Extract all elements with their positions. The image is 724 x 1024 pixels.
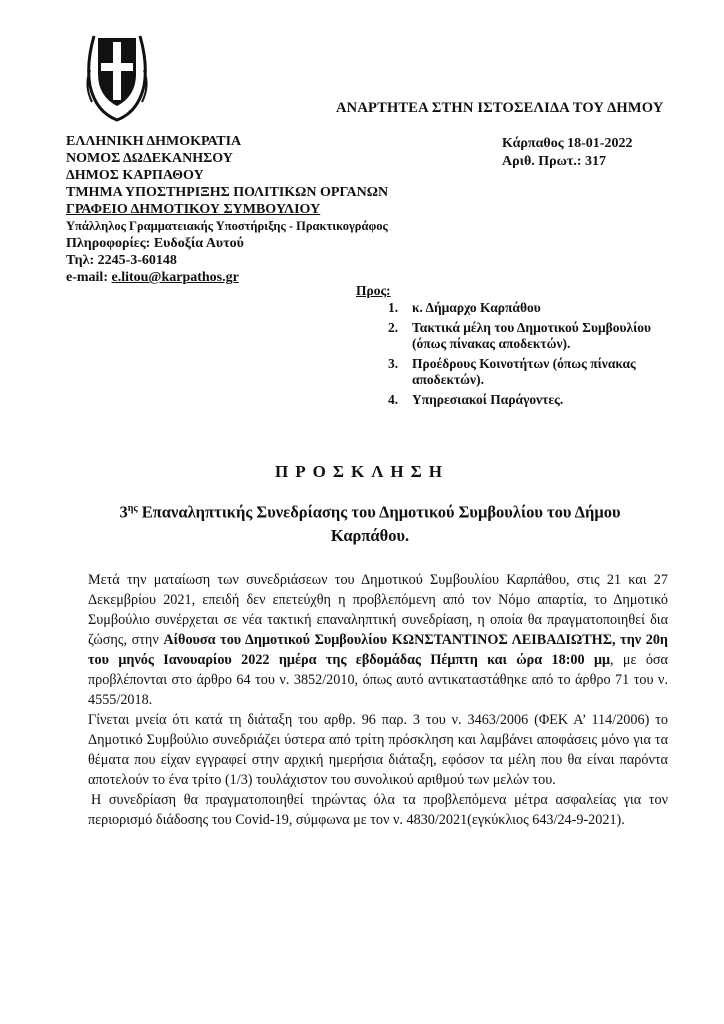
body-paragraph: Μετά την ματαίωση των συνεδριάσεων του Δημοτικού Συμβουλίου Καρπάθου, στις 21 και 27 Δεκεμβρίου 2021, επειδή δεν επετεύχθη η προβλεπόμενη από τον Νόμο απαρτία, το Δημοτικό Συμβούλιο συνέρχεται σε νέα τακτική επαναληπτική συνεδρίαση, η οποία θα πραγματοποιηθεί δια ζώσης, στην Αίθουσα του Δημοτικού Συμβουλίου ΚΩΝΣΤΑΝΤΙΝΟΣ ΛΕΙΒΑΔΙΩΤΗΣ, την 20η του μηνός Ιανουαρίου 2022 ημέρα της εβδομάδας Πέμπτη και ώρα 18:00 μμ, με όσα προβλέπονται στο άρθρο 64 του ν. 3852/2010, όπως αυτό αντικαταστάθηκε από το άρθρο 71 του ν. 4555/2018. bbox=[88, 572, 668, 708]
invitation-body bbox=[88, 570, 668, 830]
document-subtitle bbox=[110, 497, 630, 547]
body-paragraph: Γίνεται μνεία ότι κατά τη διάταξη του αρθρ. 96 παρ. 3 του ν. 3463/2006 (ΦΕΚ Α’ 114/2006) το Δημοτικό Συμβούλιο συνεδριάζει ύστερα από τρίτη πρόσκληση και λαμβάνει αποφάσεις μόνο για τα θέματα που είχαν εγγραφεί στην αρχική ημερήσια διάταξη, εφόσον τα μέλη που θα είναι παρόντα αποτελούν το ένα τρίτο (1/3) τουλάχιστον του συνολικού αριθμού των μελών του. bbox=[88, 712, 668, 788]
list-item: 2. Τακτικά μέλη του Δημοτικού Συμβουλίου (όπως πίνακας αποδεκτών). bbox=[388, 320, 652, 351]
meeting-venue-time: Αίθουσα του Δημοτικού Συμβουλίου ΚΩΝΣΤΑΝΤΙΝΟΣ ΛΕΙΒΑΔΙΩΤΗΣ, την 20η του μηνός Ιανουαρίου 2022 ημέρα της εβδομάδας Πέμπτη και ώρα 18:00 μμ bbox=[88, 632, 668, 668]
subtitle-ordinal-suffix: ης bbox=[127, 503, 138, 514]
republic-line: ΕΛΛΗΝΙΚΗ ΔΗΜΟΚΡΑΤΙΑ bbox=[66, 134, 242, 149]
protocol-number-line: Αριθ. Πρωτ.: 317 bbox=[502, 154, 606, 169]
body-paragraph: Η συνεδρίαση θα πραγματοποιηθεί τηρώντας όλα τα προβλεπόμενα μέτρα ασφαλείας για τον περιορισμό διάδοσης του Covid-19, σύμφωνα με τον ν. 4830/2021(εγκύκλιος 643/24-9-2021). bbox=[88, 792, 668, 828]
subtitle-text: Επαναληπτικής Συνεδρίασης του Δημοτικού Συμβουλίου του Δήμου Καρπάθου. bbox=[137, 502, 621, 545]
phone-line: Τηλ: 2245-3-60148 bbox=[66, 253, 177, 268]
recipients-label: Προς: bbox=[356, 283, 391, 298]
information-line: Πληροφορίες: Ευδοξία Αυτού bbox=[66, 236, 244, 251]
subtitle-ordinal: 3 bbox=[119, 502, 128, 522]
employee-role-line: Υπάλληλος Γραμματειακής Υποστήριξης - Πρακτικογράφος bbox=[66, 219, 388, 233]
prefecture-line: ΝΟΜΟΣ ΔΩΔΕΚΑΝΗΣΟΥ bbox=[66, 151, 233, 166]
list-item: 1. κ. Δήμαρχο Καρπάθου bbox=[388, 300, 541, 315]
website-posting-notice: ΑΝΑΡΤΗΤΕΑ ΣΤΗΝ ΙΣΤΟΣΕΛΙΔΑ ΤΟΥ ΔΗΜΟΥ bbox=[336, 100, 664, 116]
department-line: ΤΜΗΜΑ ΥΠΟΣΤΗΡΙΞΗΣ ΠΟΛΙΤΙΚΩΝ ΟΡΓΑΝΩΝ bbox=[66, 185, 389, 200]
date-protocol-block bbox=[502, 135, 632, 171]
date-line: Κάρπαθος 18-01-2022 bbox=[502, 136, 633, 151]
sender-header bbox=[66, 133, 388, 286]
list-item: 3. Προέδρους Κοινοτήτων (όπως πίνακας αποδεκτών). bbox=[388, 356, 636, 387]
municipality-line: ΔΗΜΟΣ ΚΑΡΠΑΘΟΥ bbox=[66, 168, 204, 183]
list-item: 4. Υπηρεσιακοί Παράγοντες. bbox=[388, 392, 564, 407]
office-line: ΓΡΑΦΕΙΟ ΔΗΜΟΤΙΚΟΥ ΣΥΜΒΟΥΛΙΟΥ bbox=[66, 202, 321, 217]
document-title: ΠΡΟΣΚΛΗΣΗ bbox=[275, 462, 449, 481]
email-line bbox=[66, 269, 388, 286]
email-label: e-mail: bbox=[66, 270, 112, 285]
greek-emblem-icon bbox=[80, 30, 154, 122]
email-link[interactable]: e.litou@karpathos.gr bbox=[111, 270, 239, 285]
recipients-list bbox=[388, 300, 678, 412]
